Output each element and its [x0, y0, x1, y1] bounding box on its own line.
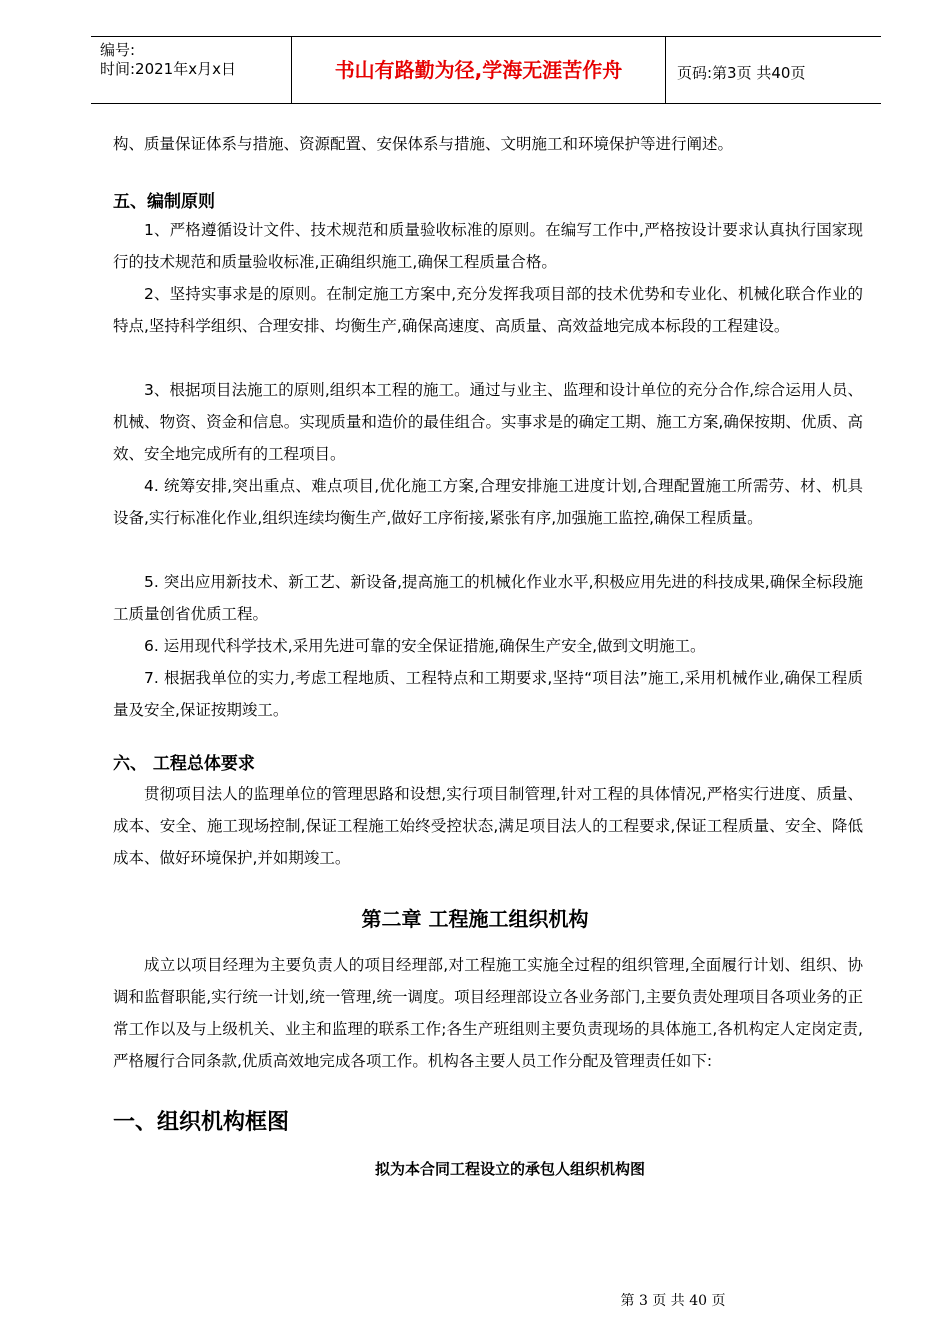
section-5-paragraph-6: 6. 运用现代科学技术,采用先进可靠的安全保证措施,确保生产安全,做到文明施工。 [144, 637, 706, 655]
subsection-1-title: 一、组织机构框图 [113, 1110, 290, 1135]
header-meta-cell [91, 37, 292, 103]
intro-tail-paragraph: 构、质量保证体系与措施、资源配置、安保体系与措施、文明施工和环境保护等进行阐述。 [113, 135, 734, 153]
section-5-paragraph-3: 3、根据项目法施工的原则,组织本工程的施工。通过与业主、监理和设计单位的充分合作,综合运用人员、机械、物资、资金和信息。实现质量和造价的最佳组合。实事求是的确定工期、施工方案,确保按期、优质、高效、安全地完成所有的工程项目。 [113, 381, 863, 463]
section-5-paragraph-1: 1、严格遵循设计文件、技术规范和质量验收标准的原则。在编写工作中,严格按设计要求认真执行国家现行的技术规范和质量验收标准,正确组织施工,确保工程质量合格。 [113, 221, 863, 271]
section-5-paragraph-2: 2、坚持实事求是的原则。在制定施工方案中,充分发挥我项目部的技术优势和专业化、机械化联合作业的特点,坚持科学组织、合理安排、均衡生产,确保高速度、高质量、高效益地完成本标段的工程建设。 [113, 285, 863, 335]
header-id-label: 编号: [100, 41, 136, 59]
section-5-paragraph-4: 4. 统筹安排,突出重点、难点项目,优化施工方案,合理安排施工进度计划,合理配置施工所需劳、材、机具设备,实行标准化作业,组织连续均衡生产,做好工序衔接,紧张有序,加强施工监控,确保工程质量。 [113, 477, 863, 527]
header-page-label: 页码:第3页 共40页 [677, 64, 806, 82]
section-5-title: 五、编制原则 [113, 192, 215, 212]
header-page-cell [666, 37, 881, 103]
header-motto: 书山有路勤为径,学海无涯苦作舟 [292, 37, 666, 103]
page-header [91, 36, 881, 104]
header-time-label: 时间:2021年x月x日 [100, 60, 236, 78]
section-5-paragraph-5: 5. 突出应用新技术、新工艺、新设备,提高施工的机械化作业水平,积极应用先进的科技成果,确保全标段施工质量创省优质工程。 [113, 573, 863, 623]
section-6-paragraph: 贯彻项目法人的监理单位的管理思路和设想,实行项目制管理,针对工程的具体情况,严格实行进度、质量、成本、安全、施工现场控制,保证工程施工始终受控状态,满足项目法人的工程要求,保证工程质量、安全、降低成本、做好环境保护,并如期竣工。 [113, 785, 863, 867]
section-6-title: 六、 工程总体要求 [113, 754, 255, 774]
chapter-2-title: 第二章 工程施工组织机构 [361, 907, 589, 931]
page-footer: 第 3 页 共 40 页 [620, 1293, 726, 1309]
chapter-2-paragraph: 成立以项目经理为主要负责人的项目经理部,对工程施工实施全过程的组织管理,全面履行计划、组织、协调和监督职能,实行统一计划,统一管理,统一调度。项目经理部设立各业务部门,主要负责处理项目各项业务的正常工作以及与上级机关、业主和监理的联系工作;各生产班组则主要负责现场的具体施工,各机构定人定岗定责,严格履行合同条款,优质高效地完成各项工作。机构各主要人员工作分配及管理责任如下: [113, 956, 863, 1070]
section-5-paragraph-7: 7. 根据我单位的实力,考虑工程地质、工程特点和工期要求,坚持“项目法”施工,采用机械作业,确保工程质量及安全,保证按期竣工。 [113, 669, 863, 719]
figure-caption: 拟为本合同工程设立的承包人组织机构图 [374, 1160, 645, 1178]
